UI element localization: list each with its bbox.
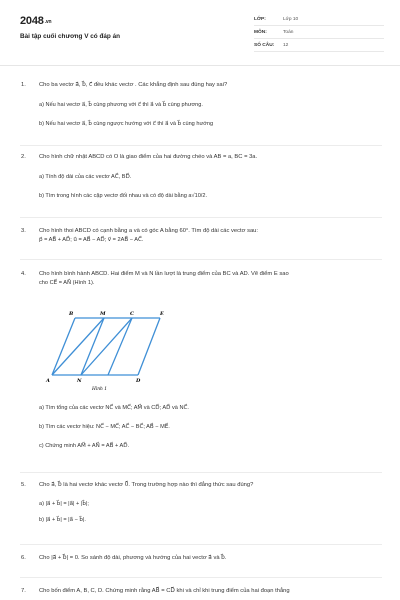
segment-nm — [81, 318, 104, 375]
question-number: 3. — [21, 228, 26, 234]
label-n: N — [77, 378, 82, 384]
question-row — [0, 482, 400, 489]
sub-question: a) Nếu hai vectơ a⃗, b⃗ cùng phương với c⃗ thì a⃗ và b⃗ cùng phương. — [39, 102, 203, 109]
divider — [20, 472, 382, 473]
label-d: D — [136, 378, 141, 384]
segment-de — [138, 318, 160, 375]
question-row — [0, 228, 400, 235]
question-number: 6. — [21, 555, 26, 561]
figure-lines — [52, 318, 160, 375]
logo-suffix: .vn — [44, 19, 52, 25]
question-text: Cho hình chữ nhật ABCD có O là giao điểm của hai đường chéo và AB = a, BC = 3a. — [39, 154, 258, 160]
figure-parallelogram — [42, 309, 182, 399]
label-m: M — [100, 311, 106, 317]
question-number: 4. — [21, 271, 26, 277]
segment-am — [52, 318, 104, 375]
divider — [20, 544, 382, 545]
figure-caption: Hình 1 — [92, 387, 108, 392]
question-number: 7. — [21, 588, 26, 594]
segment-dc — [108, 318, 132, 375]
label-b: B — [69, 311, 74, 317]
question-3 — [0, 228, 400, 244]
meta-value: Lớp 10 — [283, 17, 299, 22]
question-row — [0, 154, 400, 161]
question-row — [0, 271, 400, 278]
question-6 — [0, 555, 400, 562]
sub-question: a) Tính độ dài của các vectơ AC⃗, BD⃗. — [39, 174, 132, 181]
question-text: Cho hình thoi ABCD có cạnh bằng a và có góc A bằng 60°. Tìm độ dài các vectơ sau: — [39, 228, 259, 234]
question-number: 2. — [21, 154, 26, 160]
document-meta — [254, 15, 384, 54]
site-logo[interactable] — [20, 15, 51, 29]
meta-label: LỚP: — [254, 17, 266, 22]
sub-question: c) Chứng minh AM⃗ + AN⃗ = AB⃗ + AD⃗. — [39, 442, 130, 449]
question-text: Cho a⃗, b⃗ là hai vectơ khác vectơ 0⃗. Trong trường hợp nào thì đẳng thức sau đúng? — [39, 482, 254, 488]
meta-label: MÔN: — [254, 30, 267, 35]
question-row — [0, 588, 400, 595]
divider — [20, 259, 382, 260]
question-5 — [0, 482, 400, 524]
sub-question: a) Tìm tổng của các vectơ NC⃗ và MC⃗; AM⃗ và CD⃗; AD⃗ và NC⃗. — [39, 405, 189, 411]
logo-text: 2048 — [20, 15, 44, 27]
question-text: Cho hình bình hành ABCD. Hai điểm M và N lần lượt là trung điểm của BC và AD. Vẽ điểm E sao — [39, 271, 289, 277]
meta-row-count — [254, 41, 384, 52]
meta-value: 12 — [283, 43, 289, 48]
divider — [20, 577, 382, 578]
question-row — [0, 555, 400, 562]
parallelogram-diagram — [42, 309, 182, 399]
segment-ab — [52, 318, 75, 375]
sub-question: b) Nếu hai vectơ a⃗, b⃗ cùng ngược hướng với c⃗ thì a⃗ và b⃗ cùng hướng — [39, 121, 214, 128]
sub-question: a) |a⃗ + b⃗| = |a⃗| + |b⃗|; — [39, 501, 89, 508]
meta-value: Toán — [283, 30, 294, 35]
question-1 — [0, 82, 400, 128]
divider — [20, 145, 382, 146]
question-row — [0, 82, 400, 89]
question-4 — [0, 271, 400, 287]
question-text: Cho |a⃗ + b⃗| = 0. So sánh độ dài, phương và hướng của hai vectơ a⃗ và b⃗. — [39, 555, 227, 561]
label-c: C — [130, 311, 134, 317]
label-e: E — [160, 311, 164, 317]
segment-nc — [81, 318, 132, 375]
question-4-subs — [0, 405, 400, 450]
label-a: A — [46, 378, 50, 384]
question-7 — [0, 588, 400, 595]
sub-question: b) Tìm các vectơ hiệu: NC⃗ − MC⃗; AC⃗ − BC⃗; AB⃗ − ME⃗. — [39, 423, 170, 430]
question-text: Cho ba vectơ a⃗, b⃗, c⃗ đều khác vectơ . Các khẳng định sau đúng hay sai? — [39, 82, 228, 88]
question-number: 1. — [21, 82, 26, 88]
document-header — [0, 0, 400, 66]
meta-row-subject — [254, 28, 384, 39]
document-title: Bài tập cuối chương V có đáp án — [20, 33, 121, 40]
sub-question: b) Tìm trong hình các cặp vectơ đối nhau và có độ dài bằng a√10/2. — [39, 193, 208, 200]
question-text: Cho bốn điểm A, B, C, D. Chứng minh rằng AB⃗ = CD⃗ khi và chỉ khi trung điểm của hai đoạn thẳng — [39, 588, 290, 594]
meta-row-class — [254, 15, 384, 26]
question-formula: p⃗ = AB⃗ + AD⃗; u⃗ = AB⃗ − AD⃗; v⃗ = 2AB⃗ − AC⃗. — [39, 237, 144, 244]
question-number: 5. — [21, 482, 26, 488]
question-text-cont: cho CE⃗ = AN⃗ (Hình 1). — [39, 280, 95, 287]
question-2 — [0, 154, 400, 200]
divider — [20, 217, 382, 218]
sub-question: b) |a⃗ + b⃗| = |a⃗ − b⃗|. — [39, 517, 86, 524]
meta-label: SỐ CÂU: — [254, 43, 275, 48]
